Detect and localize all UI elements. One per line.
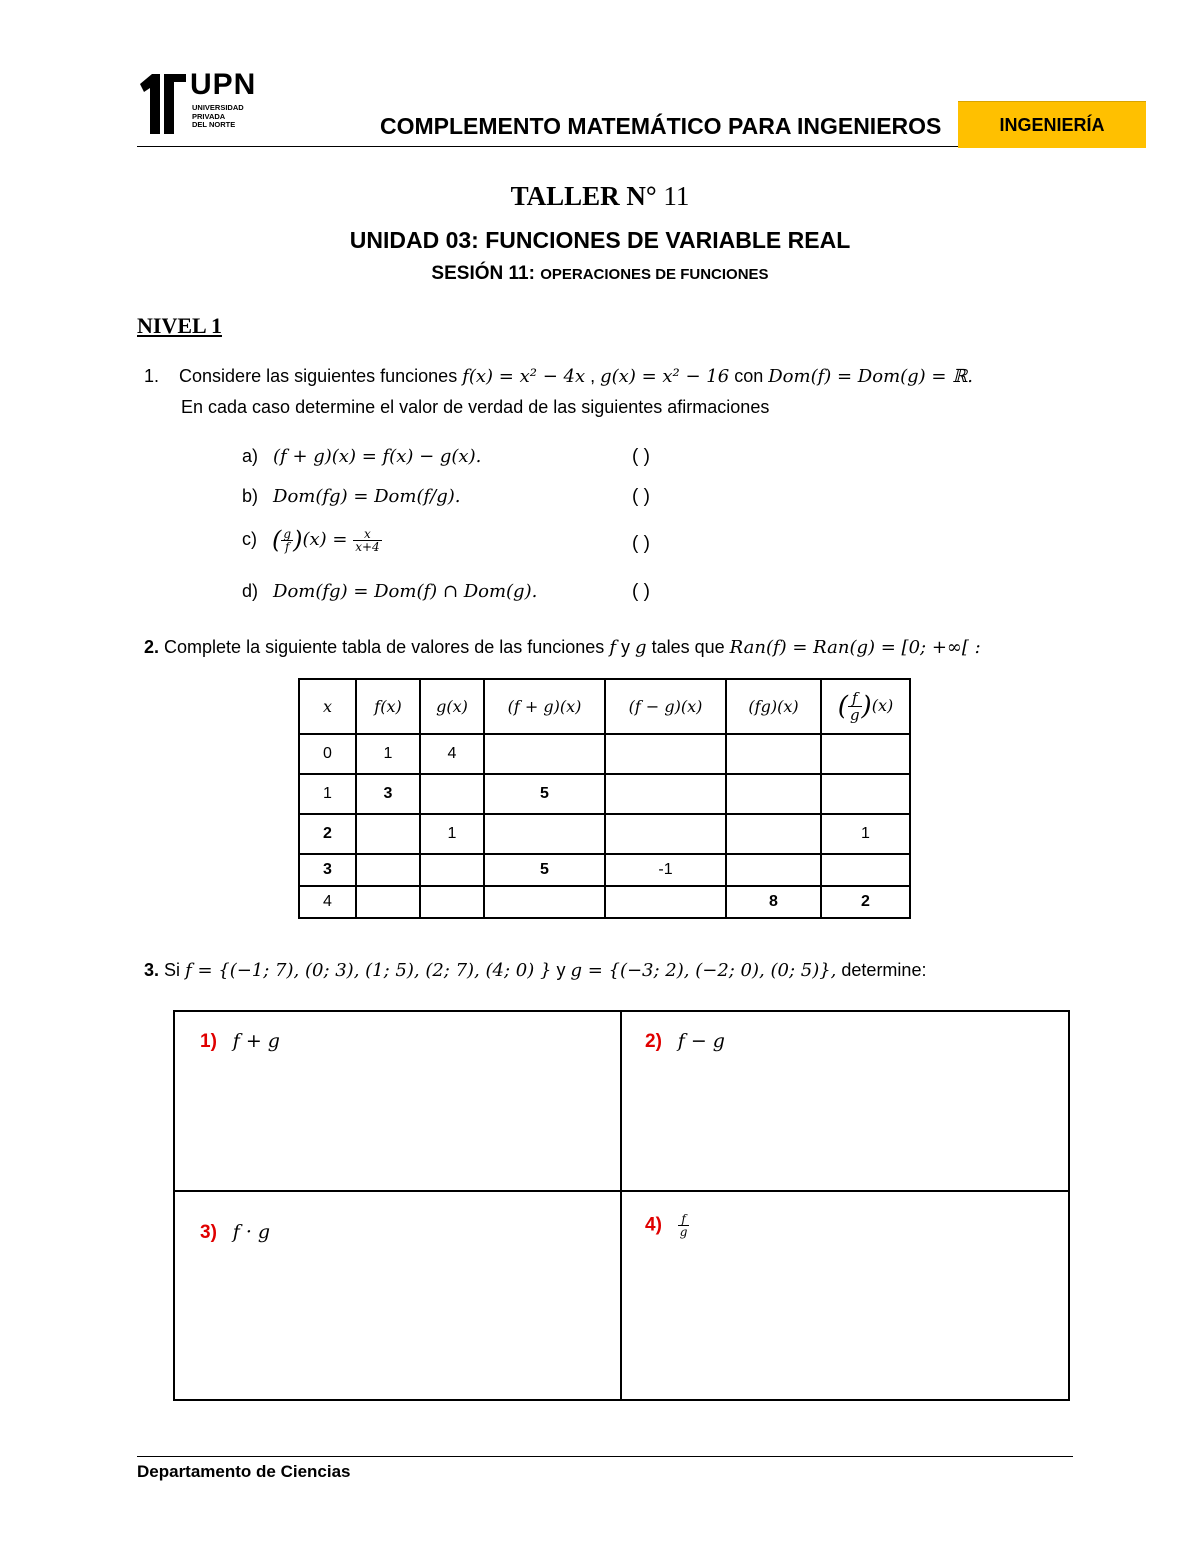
statement-b: b) Dom(fg) = Dom(f/g).: [242, 486, 461, 507]
session-title: SESIÓN 11: OPERACIONES DE FUNCIONES: [431, 263, 769, 284]
header-fx: f(x): [356, 679, 420, 734]
footer-divider: [137, 1456, 1073, 1457]
grid-horizontal-divider: [173, 1190, 1070, 1192]
answer-box-c[interactable]: ( ): [632, 533, 650, 554]
level-heading: NIVEL 1: [137, 313, 222, 338]
answer-cell-4[interactable]: 4) $\frac{f}{g}$: [645, 1212, 688, 1239]
question-1-statement: 1. Considere las siguientes funciones f(x) = x² − 4x , g(x) = x² − 16 con Dom(f) = Dom(g) = ℝ.: [144, 366, 973, 387]
upn-logo-mark-icon: [138, 72, 188, 136]
answer-cell-3[interactable]: 3) f · g: [200, 1221, 271, 1243]
header-product: (fg)(x): [726, 679, 821, 734]
logo-text: UPN: [190, 68, 257, 101]
answer-cell-2[interactable]: 2) f − g: [645, 1030, 725, 1052]
answer-box-d[interactable]: ( ): [632, 581, 650, 602]
logo-subtitle: UNIVERSIDAD PRIVADA DEL NORTE: [192, 103, 244, 129]
upn-logo: [138, 68, 257, 138]
header-x: x: [299, 679, 356, 734]
question-2-statement: 2. Complete la siguiente tabla de valores de las funciones f y g tales que Ran(f) = Ran(g) = [0; +∞[ :: [144, 637, 981, 658]
course-title: COMPLEMENTO MATEMÁTICO PARA INGENIEROS: [380, 113, 942, 139]
table-row: 4 8 2: [299, 886, 910, 918]
header-diff: (f − g)(x): [605, 679, 726, 734]
grid-vertical-divider: [620, 1010, 622, 1401]
statement-c: c) ( $\frac{g}{f}$ )(x) = $\frac{x}{x+4}$: [242, 526, 380, 554]
unit-title: UNIDAD 03: FUNCIONES DE VARIABLE REAL: [349, 227, 851, 253]
statement-a: a) (f + g)(x) = f(x) − g(x).: [242, 446, 482, 467]
faculty-badge: INGENIERÍA: [958, 101, 1146, 148]
table-row: 3 5 -1: [299, 854, 910, 886]
table-row: 0 1 4: [299, 734, 910, 774]
footer-department: Departamento de Ciencias: [137, 1462, 351, 1481]
statement-d: d) Dom(fg) = Dom(f) ∩ Dom(g).: [242, 581, 538, 602]
answer-box-b[interactable]: ( ): [632, 486, 650, 507]
header-sum: (f + g)(x): [484, 679, 605, 734]
table-row: 1 3 5: [299, 774, 910, 814]
table-header-row: [299, 679, 910, 734]
header-quotient: ( $\frac{f}{g}$ )(x): [821, 679, 910, 734]
question-3-statement: 3. Si f = {(−1; 7), (0; 3), (1; 5), (2; 7), (4; 0) } y g = {(−3; 2), (−2; 0), (0; 5)}, determine:: [144, 960, 927, 981]
values-table: [298, 678, 911, 919]
workshop-title: TALLER N° 11: [510, 181, 690, 211]
answer-cell-1[interactable]: 1) f + g: [200, 1030, 280, 1052]
answer-box-a[interactable]: ( ): [632, 446, 650, 467]
header-divider: [137, 146, 1067, 147]
table-row: 2 1 1: [299, 814, 910, 854]
question-1-instruction: En cada caso determine el valor de verdad de las siguientes afirmaciones: [181, 397, 770, 417]
header-gx: g(x): [420, 679, 484, 734]
